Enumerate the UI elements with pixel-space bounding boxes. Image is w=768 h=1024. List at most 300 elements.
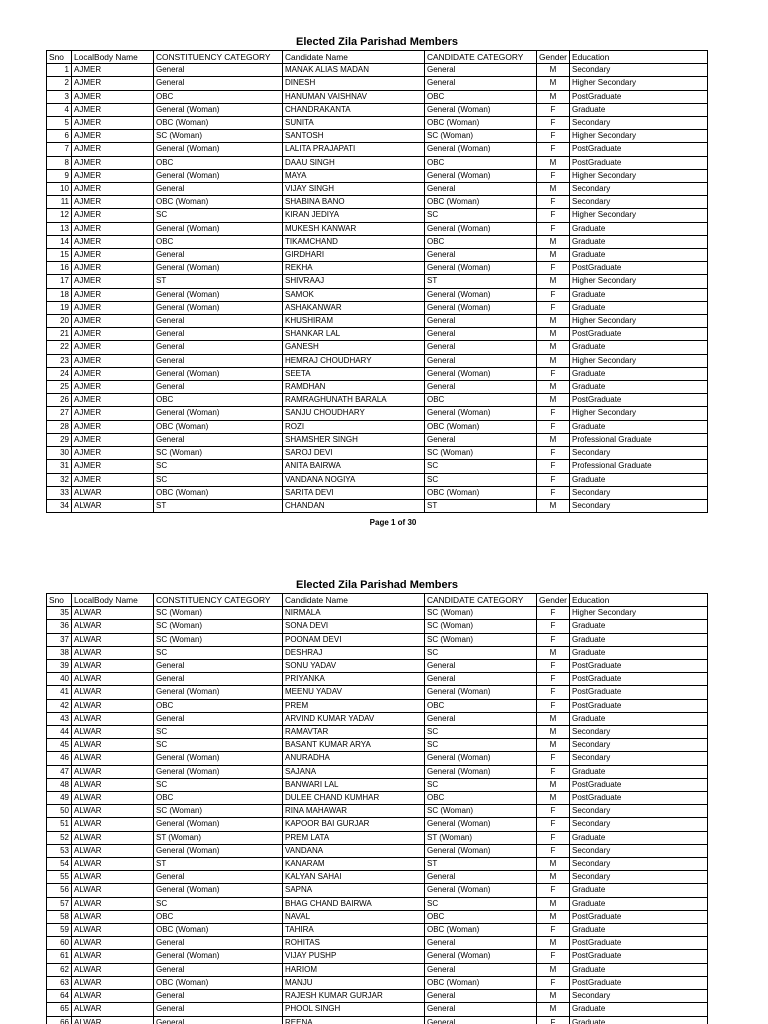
localbody-cell: AJMER xyxy=(72,354,154,367)
sno-cell: 10 xyxy=(47,183,72,196)
education-cell: PostGraduate xyxy=(570,910,708,923)
candidate-category-cell: General xyxy=(425,341,537,354)
candidate-name-cell: ARVIND KUMAR YADAV xyxy=(283,712,425,725)
candidate-name-cell: DINESH xyxy=(283,77,425,90)
sno-cell: 44 xyxy=(47,726,72,739)
sno-cell: 63 xyxy=(47,976,72,989)
localbody-cell: ALWAR xyxy=(72,792,154,805)
localbody-cell: AJMER xyxy=(72,64,154,77)
education-cell: Higher Secondary xyxy=(570,407,708,420)
sno-cell: 27 xyxy=(47,407,72,420)
candidate-name-cell: MEENU YADAV xyxy=(283,686,425,699)
candidate-name-cell: ANURADHA xyxy=(283,752,425,765)
members-table xyxy=(46,593,708,1024)
sno-cell: 1 xyxy=(47,64,72,77)
candidate-category-cell: General (Woman) xyxy=(425,288,537,301)
education-cell: PostGraduate xyxy=(570,90,708,103)
education-cell: Secondary xyxy=(570,858,708,871)
candidate-category-cell: General xyxy=(425,183,537,196)
gender-cell: F xyxy=(537,607,570,620)
candidate-name-cell: SHIVRAAJ xyxy=(283,275,425,288)
candidate-name-cell: REKHA xyxy=(283,262,425,275)
localbody-cell: ALWAR xyxy=(72,752,154,765)
candidate-category-cell: OBC xyxy=(425,90,537,103)
constituency-category-cell: General (Woman) xyxy=(154,103,283,116)
constituency-category-cell: SC xyxy=(154,209,283,222)
constituency-category-cell: General xyxy=(154,673,283,686)
table-row xyxy=(47,222,708,235)
constituency-category-cell: OBC (Woman) xyxy=(154,976,283,989)
localbody-cell: AJMER xyxy=(72,196,154,209)
candidate-name-cell: PREM xyxy=(283,699,425,712)
education-cell: Secondary xyxy=(570,196,708,209)
gender-cell: F xyxy=(537,169,570,182)
education-cell: PostGraduate xyxy=(570,937,708,950)
sno-cell: 21 xyxy=(47,328,72,341)
sno-cell: 23 xyxy=(47,354,72,367)
sno-cell: 13 xyxy=(47,222,72,235)
localbody-cell: ALWAR xyxy=(72,924,154,937)
candidate-category-cell: SC xyxy=(425,209,537,222)
table-row xyxy=(47,275,708,288)
gender-cell: M xyxy=(537,77,570,90)
localbody-cell: ALWAR xyxy=(72,673,154,686)
constituency-category-cell: General (Woman) xyxy=(154,367,283,380)
candidate-category-cell: General xyxy=(425,249,537,262)
education-cell: PostGraduate xyxy=(570,660,708,673)
gender-cell: M xyxy=(537,499,570,512)
constituency-category-cell: SC xyxy=(154,897,283,910)
localbody-cell: AJMER xyxy=(72,315,154,328)
table-row xyxy=(47,381,708,394)
candidate-category-cell: SC (Woman) xyxy=(425,620,537,633)
sno-cell: 9 xyxy=(47,169,72,182)
candidate-category-cell: General (Woman) xyxy=(425,262,537,275)
candidate-category-cell: General xyxy=(425,937,537,950)
constituency-category-cell: SC xyxy=(154,778,283,791)
candidate-category-cell: SC xyxy=(425,726,537,739)
candidate-category-cell: General (Woman) xyxy=(425,367,537,380)
education-cell: Secondary xyxy=(570,183,708,196)
gender-cell: M xyxy=(537,871,570,884)
table-row xyxy=(47,367,708,380)
localbody-cell: ALWAR xyxy=(72,646,154,659)
localbody-cell: ALWAR xyxy=(72,486,154,499)
gender-cell: F xyxy=(537,103,570,116)
constituency-category-cell: General xyxy=(154,183,283,196)
candidate-category-cell: General (Woman) xyxy=(425,222,537,235)
gender-cell: M xyxy=(537,341,570,354)
sno-cell: 60 xyxy=(47,937,72,950)
table-row xyxy=(47,143,708,156)
table-row xyxy=(47,473,708,486)
constituency-category-cell: SC xyxy=(154,646,283,659)
sno-cell: 64 xyxy=(47,990,72,1003)
table-row xyxy=(47,249,708,262)
candidate-name-cell: SAMOK xyxy=(283,288,425,301)
table-row xyxy=(47,805,708,818)
candidate-name-cell: SAPNA xyxy=(283,884,425,897)
table-row xyxy=(47,407,708,420)
column-header-candidate-category: CANDIDATE CATEGORY xyxy=(425,51,537,64)
candidate-name-cell: SAROJ DEVI xyxy=(283,447,425,460)
table-row xyxy=(47,818,708,831)
table-row xyxy=(47,844,708,857)
page-title: Elected Zila Parishad Members xyxy=(295,36,458,48)
gender-cell: M xyxy=(537,937,570,950)
constituency-category-cell: General xyxy=(154,64,283,77)
candidate-category-cell: General xyxy=(425,1003,537,1016)
gender-cell: F xyxy=(537,976,570,989)
candidate-category-cell: SC xyxy=(425,897,537,910)
localbody-cell: ALWAR xyxy=(72,844,154,857)
gender-cell: F xyxy=(537,765,570,778)
localbody-cell: ALWAR xyxy=(72,963,154,976)
candidate-category-cell: SC (Woman) xyxy=(425,805,537,818)
localbody-cell: ALWAR xyxy=(72,660,154,673)
table-row xyxy=(47,354,708,367)
sno-cell: 24 xyxy=(47,367,72,380)
candidate-name-cell: HANUMAN VAISHNAV xyxy=(283,90,425,103)
candidate-category-cell: SC (Woman) xyxy=(425,633,537,646)
candidate-category-cell: General xyxy=(425,381,537,394)
candidate-name-cell: KHUSHIRAM xyxy=(283,315,425,328)
gender-cell: M xyxy=(537,726,570,739)
candidate-category-cell: SC (Woman) xyxy=(425,607,537,620)
education-cell: Higher Secondary xyxy=(570,607,708,620)
education-cell: PostGraduate xyxy=(570,792,708,805)
candidate-category-cell: General xyxy=(425,990,537,1003)
candidate-category-cell: General xyxy=(425,660,537,673)
column-header-constituency-category: CONSTITUENCY CATEGORY xyxy=(154,594,283,607)
education-cell: Graduate xyxy=(570,249,708,262)
candidate-name-cell: SONU YADAV xyxy=(283,660,425,673)
sno-cell: 38 xyxy=(47,646,72,659)
table-row xyxy=(47,792,708,805)
education-cell: Graduate xyxy=(570,646,708,659)
table-row xyxy=(47,209,708,222)
localbody-cell: ALWAR xyxy=(72,805,154,818)
gender-cell: M xyxy=(537,328,570,341)
localbody-cell: ALWAR xyxy=(72,726,154,739)
localbody-cell: AJMER xyxy=(72,130,154,143)
table-row xyxy=(47,447,708,460)
sno-cell: 2 xyxy=(47,77,72,90)
candidate-category-cell: OBC (Woman) xyxy=(425,420,537,433)
table-row xyxy=(47,1003,708,1016)
candidate-category-cell: General (Woman) xyxy=(425,103,537,116)
candidate-name-cell: BANWARI LAL xyxy=(283,778,425,791)
sno-cell: 57 xyxy=(47,897,72,910)
table-row xyxy=(47,660,708,673)
education-cell: Secondary xyxy=(570,990,708,1003)
gender-cell: M xyxy=(537,792,570,805)
sno-cell: 54 xyxy=(47,858,72,871)
sno-cell: 19 xyxy=(47,301,72,314)
sno-cell: 22 xyxy=(47,341,72,354)
localbody-cell: AJMER xyxy=(72,301,154,314)
candidate-category-cell: General (Woman) xyxy=(425,844,537,857)
constituency-category-cell: General xyxy=(154,354,283,367)
sno-cell: 8 xyxy=(47,156,72,169)
education-cell: Secondary xyxy=(570,818,708,831)
education-cell: PostGraduate xyxy=(570,699,708,712)
constituency-category-cell: General (Woman) xyxy=(154,765,283,778)
gender-cell: F xyxy=(537,117,570,130)
candidate-category-cell: SC xyxy=(425,473,537,486)
sno-cell: 30 xyxy=(47,447,72,460)
candidate-name-cell: VIJAY PUSHP xyxy=(283,950,425,963)
candidate-category-cell: General (Woman) xyxy=(425,950,537,963)
candidate-name-cell: HARIOM xyxy=(283,963,425,976)
table-row xyxy=(47,328,708,341)
gender-cell: F xyxy=(537,262,570,275)
localbody-cell: AJMER xyxy=(72,156,154,169)
sno-cell: 53 xyxy=(47,844,72,857)
constituency-category-cell: SC (Woman) xyxy=(154,805,283,818)
candidate-name-cell: SUNITA xyxy=(283,117,425,130)
candidate-category-cell: ST xyxy=(425,499,537,512)
candidate-category-cell: OBC (Woman) xyxy=(425,117,537,130)
sno-cell: 45 xyxy=(47,739,72,752)
sno-cell: 6 xyxy=(47,130,72,143)
gender-cell: F xyxy=(537,1016,570,1024)
candidate-name-cell: PRIYANKA xyxy=(283,673,425,686)
localbody-cell: AJMER xyxy=(72,222,154,235)
gender-cell: M xyxy=(537,315,570,328)
page-title: Elected Zila Parishad Members xyxy=(295,579,458,591)
candidate-category-cell: OBC xyxy=(425,156,537,169)
table-row xyxy=(47,937,708,950)
members-table xyxy=(46,50,708,513)
education-cell: Professional Graduate xyxy=(570,433,708,446)
gender-cell: M xyxy=(537,235,570,248)
candidate-category-cell: General (Woman) xyxy=(425,169,537,182)
candidate-name-cell: ANITA BAIRWA xyxy=(283,460,425,473)
gender-cell: F xyxy=(537,367,570,380)
localbody-cell: AJMER xyxy=(72,433,154,446)
localbody-cell: AJMER xyxy=(72,394,154,407)
gender-cell: M xyxy=(537,963,570,976)
constituency-category-cell: OBC xyxy=(154,90,283,103)
constituency-category-cell: SC xyxy=(154,726,283,739)
sno-cell: 40 xyxy=(47,673,72,686)
gender-cell: F xyxy=(537,924,570,937)
constituency-category-cell: General (Woman) xyxy=(154,884,283,897)
localbody-cell: ALWAR xyxy=(72,818,154,831)
localbody-cell: AJMER xyxy=(72,275,154,288)
candidate-name-cell: PREM LATA xyxy=(283,831,425,844)
education-cell: Graduate xyxy=(570,1003,708,1016)
education-cell: Graduate xyxy=(570,712,708,725)
constituency-category-cell: General (Woman) xyxy=(154,301,283,314)
candidate-category-cell: General xyxy=(425,64,537,77)
gender-cell: F xyxy=(537,673,570,686)
candidate-name-cell: HEMRAJ CHOUDHARY xyxy=(283,354,425,367)
gender-cell: F xyxy=(537,752,570,765)
candidate-name-cell: RINA MAHAWAR xyxy=(283,805,425,818)
localbody-cell: AJMER xyxy=(72,77,154,90)
localbody-cell: AJMER xyxy=(72,249,154,262)
gender-cell: F xyxy=(537,407,570,420)
sno-cell: 35 xyxy=(47,607,72,620)
constituency-category-cell: General (Woman) xyxy=(154,844,283,857)
table-row xyxy=(47,752,708,765)
table-row xyxy=(47,341,708,354)
constituency-category-cell: General xyxy=(154,937,283,950)
education-cell: Secondary xyxy=(570,844,708,857)
gender-cell: F xyxy=(537,301,570,314)
candidate-name-cell: NAVAL xyxy=(283,910,425,923)
education-cell: PostGraduate xyxy=(570,143,708,156)
candidate-name-cell: POONAM DEVI xyxy=(283,633,425,646)
localbody-cell: AJMER xyxy=(72,262,154,275)
table-row xyxy=(47,235,708,248)
education-cell: Graduate xyxy=(570,473,708,486)
gender-cell: M xyxy=(537,910,570,923)
sno-cell: 20 xyxy=(47,315,72,328)
candidate-name-cell: SHANKAR LAL xyxy=(283,328,425,341)
candidate-category-cell: General xyxy=(425,963,537,976)
constituency-category-cell: General xyxy=(154,249,283,262)
candidate-name-cell: VIJAY SINGH xyxy=(283,183,425,196)
column-header-constituency-category: CONSTITUENCY CATEGORY xyxy=(154,51,283,64)
sno-cell: 15 xyxy=(47,249,72,262)
gender-cell: M xyxy=(537,249,570,262)
table-row xyxy=(47,288,708,301)
constituency-category-cell: General xyxy=(154,77,283,90)
constituency-category-cell: General xyxy=(154,660,283,673)
sno-cell: 51 xyxy=(47,818,72,831)
table-row xyxy=(47,103,708,116)
candidate-category-cell: General xyxy=(425,871,537,884)
sno-cell: 36 xyxy=(47,620,72,633)
candidate-category-cell: SC (Woman) xyxy=(425,447,537,460)
candidate-name-cell: CHANDAN xyxy=(283,499,425,512)
education-cell: Graduate xyxy=(570,235,708,248)
sno-cell: 59 xyxy=(47,924,72,937)
table-row xyxy=(47,130,708,143)
education-cell: Graduate xyxy=(570,1016,708,1024)
education-cell: Higher Secondary xyxy=(570,77,708,90)
table-row xyxy=(47,778,708,791)
gender-cell: M xyxy=(537,778,570,791)
sno-cell: 11 xyxy=(47,196,72,209)
candidate-name-cell: MUKESH KANWAR xyxy=(283,222,425,235)
candidate-name-cell: SARITA DEVI xyxy=(283,486,425,499)
candidate-category-cell: OBC (Woman) xyxy=(425,976,537,989)
education-cell: Graduate xyxy=(570,633,708,646)
candidate-name-cell: VANDANA NOGIYA xyxy=(283,473,425,486)
localbody-cell: ALWAR xyxy=(72,778,154,791)
gender-cell: F xyxy=(537,473,570,486)
education-cell: Professional Graduate xyxy=(570,460,708,473)
localbody-cell: ALWAR xyxy=(72,739,154,752)
education-cell: PostGraduate xyxy=(570,950,708,963)
sno-cell: 49 xyxy=(47,792,72,805)
education-cell: Graduate xyxy=(570,831,708,844)
constituency-category-cell: SC xyxy=(154,739,283,752)
constituency-category-cell: SC (Woman) xyxy=(154,620,283,633)
candidate-category-cell: General xyxy=(425,433,537,446)
education-cell: Secondary xyxy=(570,726,708,739)
table-row xyxy=(47,990,708,1003)
sno-cell: 55 xyxy=(47,871,72,884)
candidate-category-cell: General xyxy=(425,1016,537,1024)
candidate-category-cell: OBC (Woman) xyxy=(425,196,537,209)
gender-cell: F xyxy=(537,143,570,156)
localbody-cell: AJMER xyxy=(72,447,154,460)
sno-cell: 50 xyxy=(47,805,72,818)
education-cell: Secondary xyxy=(570,752,708,765)
candidate-category-cell: General (Woman) xyxy=(425,143,537,156)
candidate-category-cell: General (Woman) xyxy=(425,818,537,831)
candidate-name-cell: DAAU SINGH xyxy=(283,156,425,169)
localbody-cell: ALWAR xyxy=(72,607,154,620)
candidate-name-cell: BHAG CHAND BAIRWA xyxy=(283,897,425,910)
localbody-cell: ALWAR xyxy=(72,620,154,633)
sno-cell: 34 xyxy=(47,499,72,512)
localbody-cell: AJMER xyxy=(72,90,154,103)
localbody-cell: AJMER xyxy=(72,367,154,380)
candidate-name-cell: ROHITAS xyxy=(283,937,425,950)
localbody-cell: AJMER xyxy=(72,341,154,354)
table-row xyxy=(47,831,708,844)
table-row xyxy=(47,924,708,937)
table-row xyxy=(47,976,708,989)
table-row xyxy=(47,673,708,686)
column-header-gender: Gender xyxy=(537,594,570,607)
gender-cell: M xyxy=(537,354,570,367)
constituency-category-cell: OBC xyxy=(154,156,283,169)
gender-cell: F xyxy=(537,222,570,235)
constituency-category-cell: General (Woman) xyxy=(154,950,283,963)
constituency-category-cell: General (Woman) xyxy=(154,169,283,182)
gender-cell: M xyxy=(537,990,570,1003)
column-header-education: Education xyxy=(570,594,708,607)
table-row xyxy=(47,90,708,103)
education-cell: Graduate xyxy=(570,341,708,354)
candidate-name-cell: LALITA PRAJAPATI xyxy=(283,143,425,156)
constituency-category-cell: ST xyxy=(154,858,283,871)
education-cell: Secondary xyxy=(570,739,708,752)
candidate-name-cell: SAJANA xyxy=(283,765,425,778)
candidate-name-cell: BASANT KUMAR ARYA xyxy=(283,739,425,752)
column-header-sno: Sno xyxy=(47,594,72,607)
table-row xyxy=(47,607,708,620)
localbody-cell: ALWAR xyxy=(72,937,154,950)
constituency-category-cell: General xyxy=(154,871,283,884)
table-row xyxy=(47,420,708,433)
candidate-name-cell: RAMDHAN xyxy=(283,381,425,394)
localbody-cell: AJMER xyxy=(72,117,154,130)
localbody-cell: AJMER xyxy=(72,328,154,341)
gender-cell: F xyxy=(537,196,570,209)
candidate-name-cell: TAHIRA xyxy=(283,924,425,937)
constituency-category-cell: SC xyxy=(154,460,283,473)
localbody-cell: ALWAR xyxy=(72,499,154,512)
constituency-category-cell: OBC (Woman) xyxy=(154,924,283,937)
candidate-name-cell: DESHRAJ xyxy=(283,646,425,659)
education-cell: Higher Secondary xyxy=(570,169,708,182)
sno-cell: 31 xyxy=(47,460,72,473)
candidate-category-cell: OBC xyxy=(425,910,537,923)
candidate-category-cell: General (Woman) xyxy=(425,686,537,699)
constituency-category-cell: General xyxy=(154,990,283,1003)
candidate-category-cell: SC xyxy=(425,460,537,473)
constituency-category-cell: General (Woman) xyxy=(154,752,283,765)
constituency-category-cell: General xyxy=(154,328,283,341)
